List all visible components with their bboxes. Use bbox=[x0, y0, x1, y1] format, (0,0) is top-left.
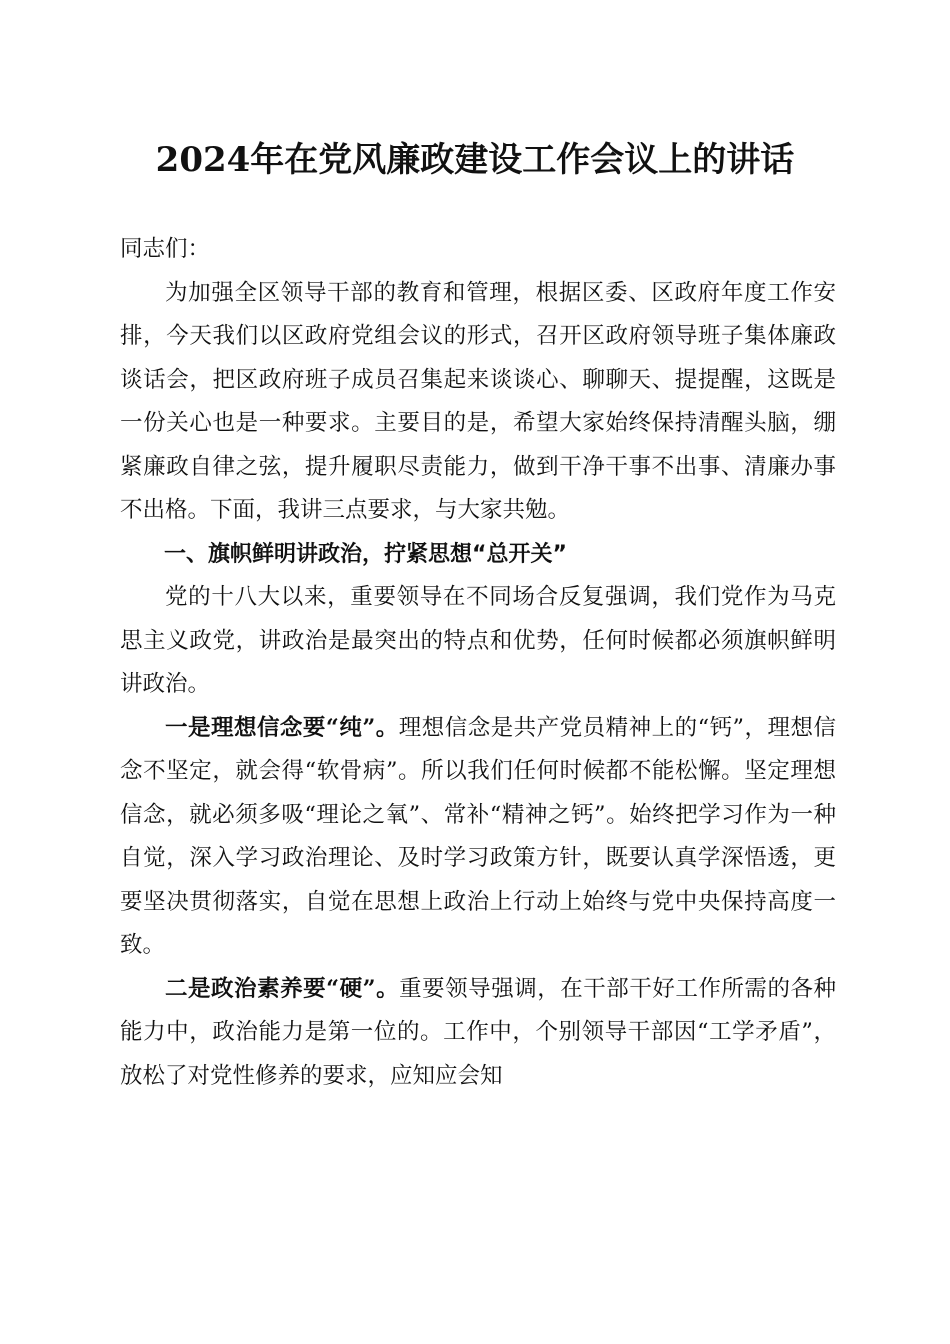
point-1-lead: 一是理想信念要“纯”。 bbox=[165, 714, 399, 741]
intro-paragraph: 为加强全区领导干部的教育和管理，根据区委、区政府年度工作安排，今天我们以区政府党组会议的形式，召开区政府领导班子集体廉政谈话会，把区政府班子成员召集起来谈谈心、聊聊天、提提醒，这既是一份关心也是一种要求。主要目的是，希望大家始终保持清醒头脑，绷紧廉政自律之弦，提升履职尽责能力，做到干净干事不出事、清廉办事不出格。下面，我讲三点要求，与大家共勉。 bbox=[120, 279, 836, 523]
section-1-heading: 一、旗帜鲜明讲政治，拧紧思想“总开关” bbox=[164, 541, 567, 567]
point-2-paragraph bbox=[120, 968, 836, 1099]
point-1-paragraph bbox=[120, 707, 836, 968]
point-2-body: 重要领导强调，在干部干好工作所需的各种能力中，政治能力是第一位的。工作中，个别领导干部因“工学矛盾”，放松了对党性修养的要求，应知应会知 bbox=[120, 975, 836, 1089]
point-1-body: 理想信念是共产党员精神上的“钙”，理想信念不坚定，就会得“软骨病”。所以我们任何时候都不能松懈。坚定理想信念，就必须多吸“理论之氧”、常补“精神之钙”。始终把学习作为一种自觉，深入学习政治理论、及时学习政策方针，既要认真学深悟透，更要坚决贯彻落实，自觉在思想上政治上行动上始终与党中央保持高度一致。 bbox=[120, 714, 836, 958]
document-title: 2024年在党风廉政建设工作会议上的讲话 bbox=[155, 140, 795, 180]
salutation: 同志们： bbox=[120, 236, 211, 262]
point-2-lead: 二是政治素养要“硬”。 bbox=[165, 975, 400, 1002]
section-1-intro-paragraph: 党的十八大以来，重要领导在不同场合反复强调，我们党作为马克思主义政党，讲政治是最突出的特点和优势，任何时候都必须旗帜鲜明讲政治。 bbox=[120, 584, 836, 697]
document-body bbox=[120, 228, 836, 1098]
